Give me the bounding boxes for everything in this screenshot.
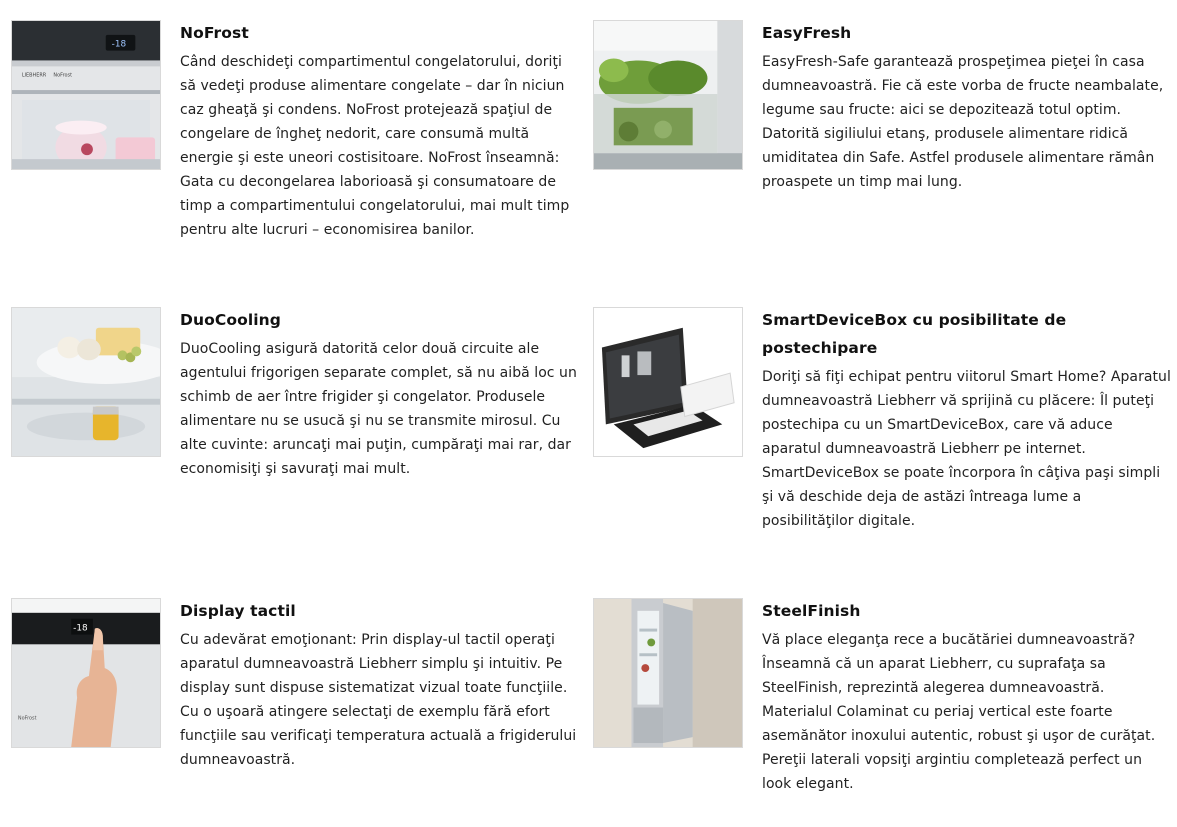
feature-title: SmartDeviceBox cu posibilitate de postechipare xyxy=(762,311,1067,357)
feature-description: DuoCooling asigură datorită celor două circuite ale agentului frigorigen separate complet, să nu aibă loc un schimb de aer între frigider şi congelator. Produsele alimentare nu se usucă şi nu se transmite mirosul. Cu alte cuvinte: aruncaţi mai puţin, cumpăraţi mai rar, dar economisiţi şi savuraţi mai mult. xyxy=(180,341,577,477)
feature-title: NoFrost xyxy=(180,24,249,42)
feature-title: EasyFresh xyxy=(762,24,852,42)
feature-title: DuoCooling xyxy=(180,311,281,329)
image-label: NoFrost xyxy=(17,715,37,722)
image-brand: LIEBHERR xyxy=(21,72,47,79)
display-reading: -18 xyxy=(73,623,88,634)
vegetable-drawer-photo-icon[interactable] xyxy=(593,20,743,170)
cheese-plate-photo-icon[interactable] xyxy=(11,307,161,457)
smart-device-box-photo-icon[interactable] xyxy=(593,307,743,457)
freezer-compartment-photo-icon[interactable] xyxy=(11,20,161,170)
feature-description: Când deschideţi compartimentul congelatorului, doriţi să vedeţi produse alimentare congelate – dar în niciun caz gheaţă şi condens. NoFrost protejează spaţiul de congelare de îngheţ nedorit, care consumă multă energie şi este uneori costisitoare. NoFrost înseamnă: Gata cu decongelarea laborioasă şi consumatoare de timp a compartimentului congelatorului, mai mult timp pentru alte lucruri – economisirea banilor. xyxy=(180,54,570,238)
feature-title: Display tactil xyxy=(180,602,296,620)
steel-fridge-photo-icon[interactable] xyxy=(593,598,743,748)
feature-description: Cu adevărat emoţionant: Prin display-ul tactil operaţi aparatul dumneavoastră Liebherr simplu şi intuitiv. Pe display sunt dispuse sistematizat vizual toate funcţiile. Cu o uşoară atingere selectaţi de exemplu fără efort funcţiile sau verificaţi temperatura actuală a frigiderului dumneavoastră. xyxy=(180,632,577,768)
feature-description: Vă place eleganţa rece a bucătăriei dumneavoastră? Înseamnă că un aparat Liebherr, cu suprafaţa sa SteelFinish, reprezintă alegerea dumneavoastră. Materialul Colaminat cu periaj vertical este foarte asemănător inoxului autentic, robust şi uşor de curăţat. Pereţii laterali vopsiţi argintiu completează perfect un look elegant. xyxy=(762,632,1156,792)
display-reading: -18 xyxy=(111,39,127,50)
image-label: NoFrost xyxy=(53,72,73,79)
touch-display-photo-icon[interactable] xyxy=(11,598,161,748)
feature-description: Doriţi să fiţi echipat pentru viitorul Smart Home? Aparatul dumneavoastră Liebherr vă sprijină cu plăcere: Îl puteţi postechipa cu un SmartDeviceBox, care vă aduce aparatul dumneavoastră Liebherr pe internet. SmartDeviceBox se poate încorpora în câţiva paşi simpli şi vă deschide deja de astăzi întreaga lume a posibilităţilor digitale. xyxy=(762,369,1171,529)
feature-description: EasyFresh-Safe garantează prospeţimea pieţei în casa dumneavoastră. Fie că este vorba de fructe neambalate, legume sau fructe: aici se depozitează totul optim. Datorită sigiliului etanş, produsele alimentare ridică umiditatea din Safe. Astfel produsele alimentare rămân proaspete un timp mai lung. xyxy=(762,54,1164,190)
feature-title: SteelFinish xyxy=(762,602,861,620)
